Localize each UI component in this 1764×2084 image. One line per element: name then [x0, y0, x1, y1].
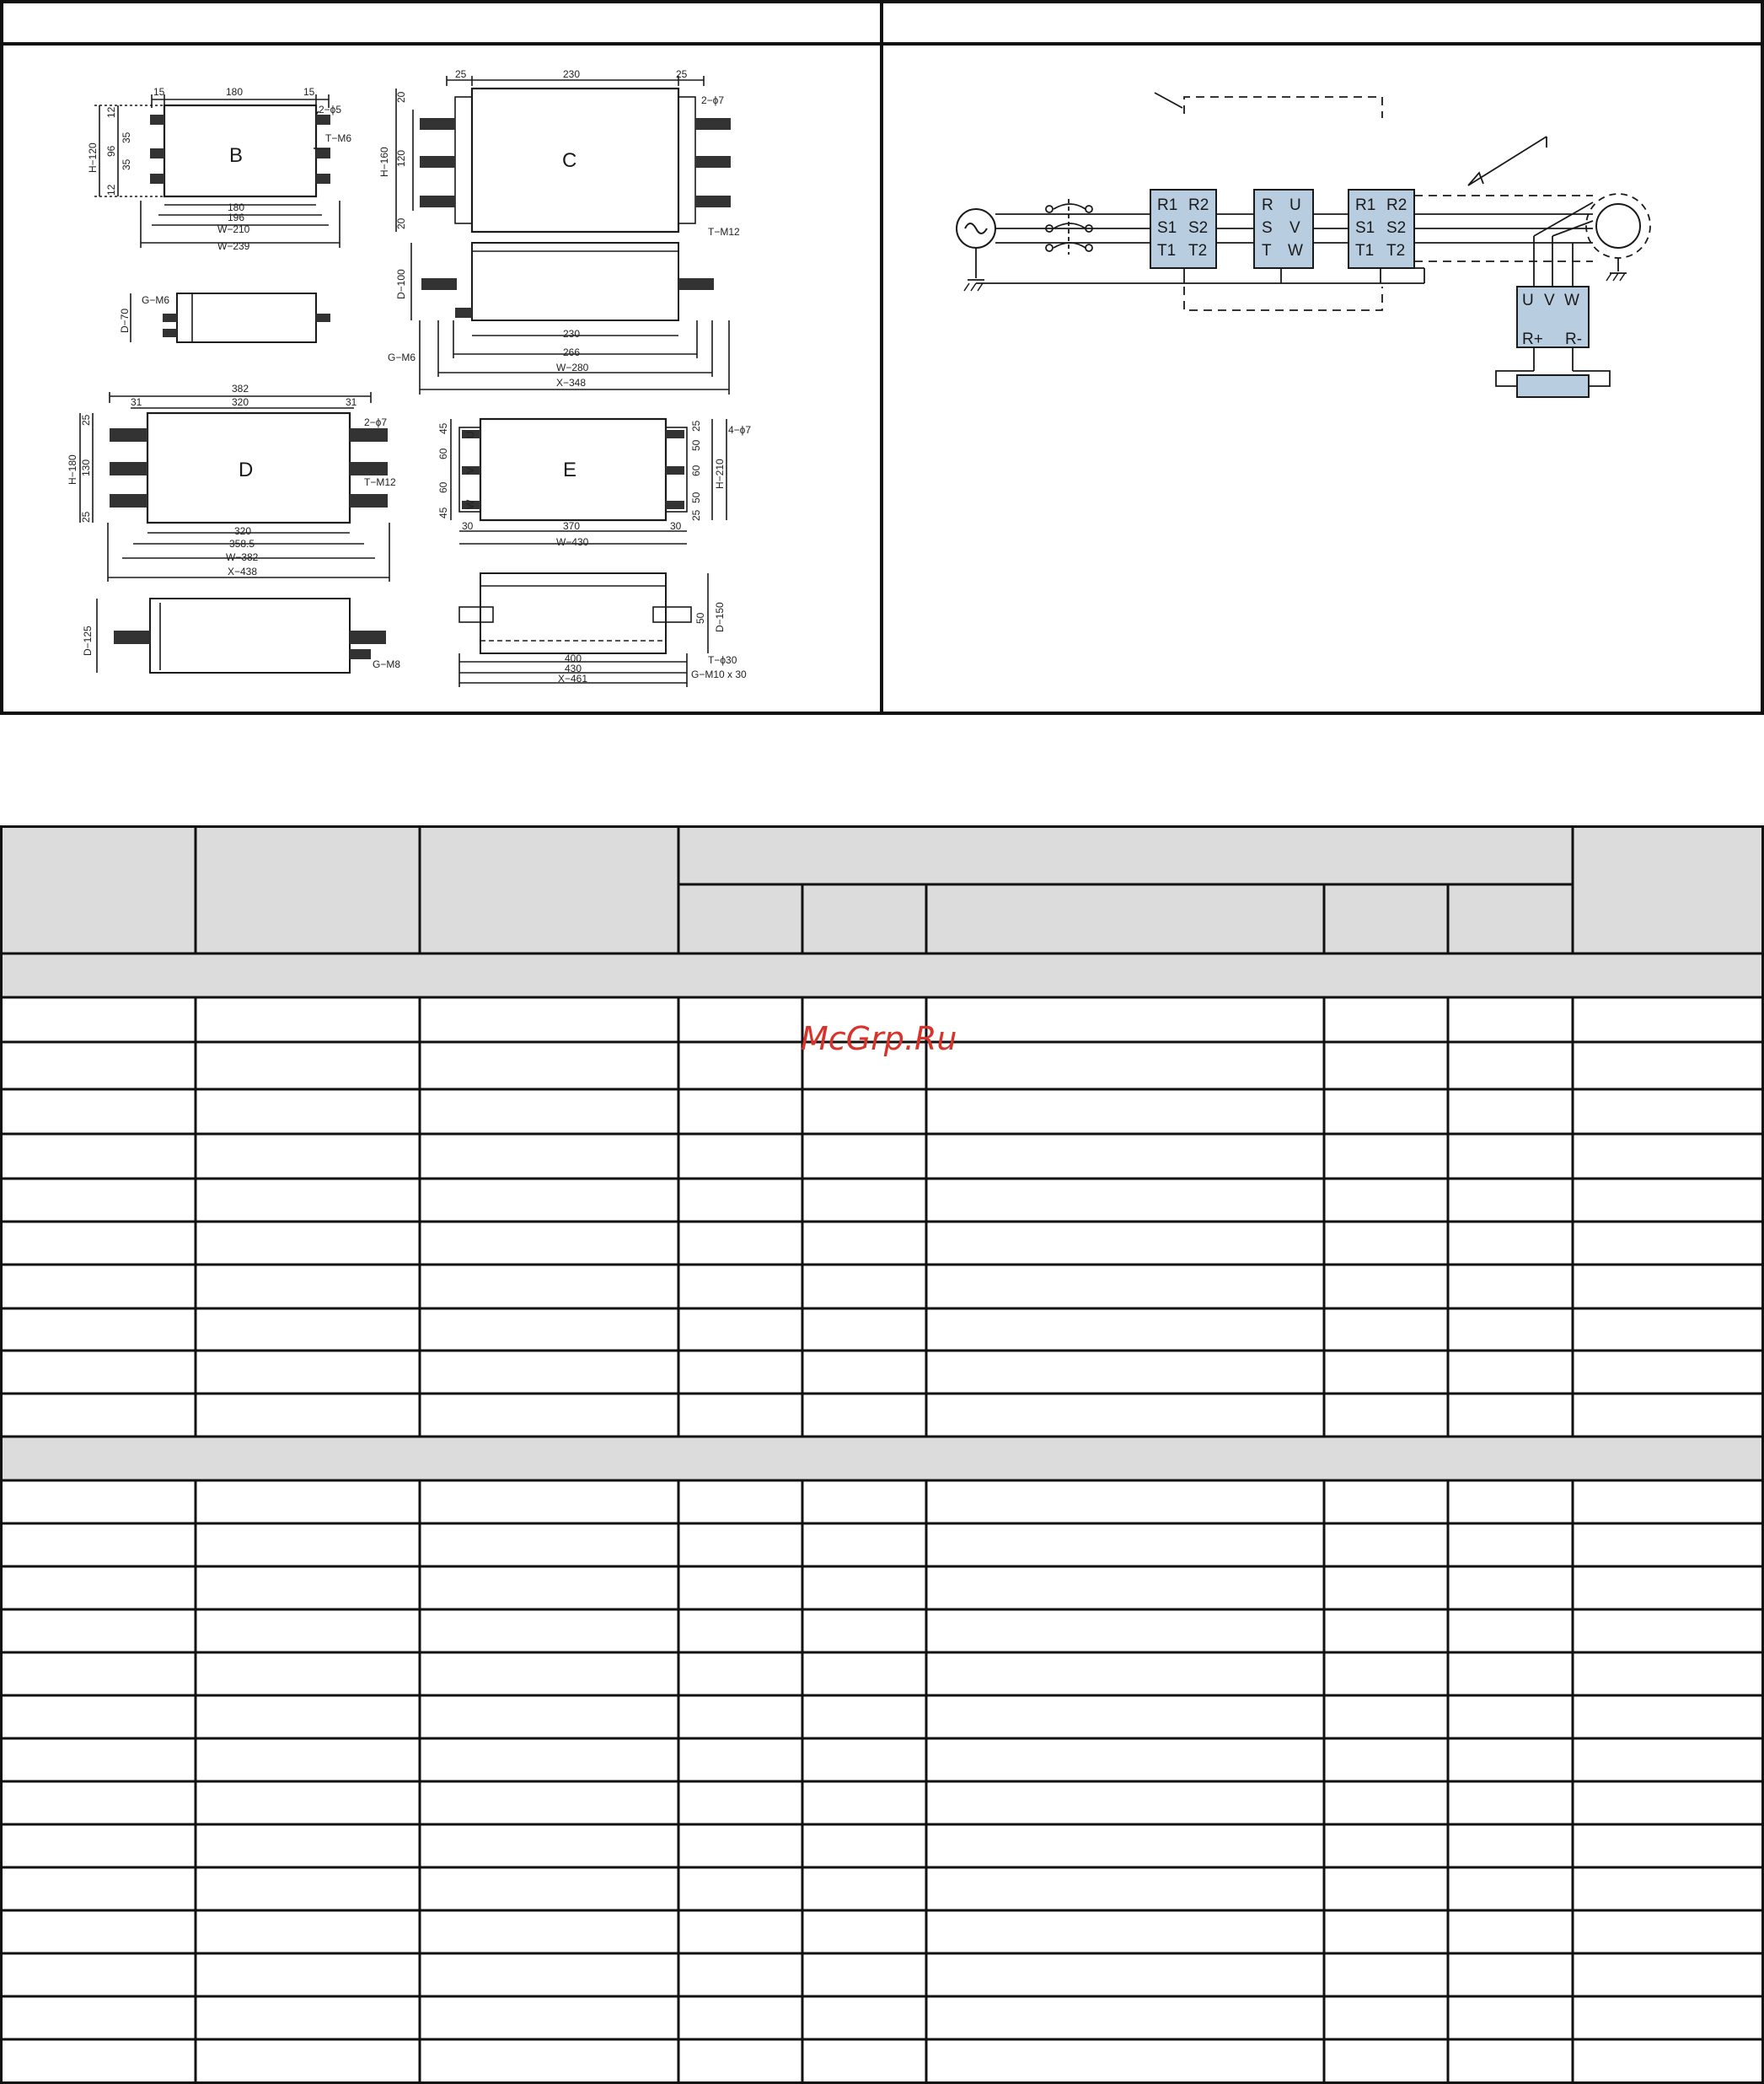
dim-b-w196: 196 [228, 212, 245, 223]
dim-d-depth: D−125 [82, 626, 94, 656]
filter-out-s1: S1 [1355, 219, 1375, 237]
motor-drive-rminus: R- [1565, 330, 1583, 348]
filter-in-r2: R2 [1188, 196, 1209, 214]
motor-drive-w: W [1564, 292, 1579, 309]
dim-e-b30b: 30 [670, 520, 682, 532]
dim-e-r50b: 50 [690, 491, 702, 503]
dim-e-b30a: 30 [462, 520, 474, 532]
model-label-e: E [563, 459, 577, 481]
dim-b-v35a: 35 [121, 132, 132, 143]
dim-e-b370: 370 [563, 520, 581, 532]
dim-e-depth: D−150 [714, 602, 726, 632]
dim-c-w280: W−280 [556, 362, 589, 373]
dim-e-l60a: 60 [437, 448, 449, 459]
dim-e-l45a: 45 [437, 422, 449, 434]
dim-e-w400: 400 [565, 653, 582, 664]
dim-c-top25a: 25 [455, 68, 467, 80]
dim-d-m320: 320 [232, 396, 249, 408]
dim-c-w266: 266 [563, 346, 581, 358]
dim-c-top230: 230 [563, 68, 581, 80]
inverter-w: W [1288, 242, 1303, 260]
dim-b-ground: G−M6 [142, 294, 170, 306]
dim-d-ground: G−M8 [373, 658, 401, 670]
dim-b-h120: H−120 [87, 142, 99, 173]
dim-d-h180: H−180 [67, 454, 78, 485]
dim-e-phase-v: V [464, 466, 476, 474]
dim-b-w239: W−239 [217, 240, 250, 252]
dim-c-top25b: 25 [676, 68, 688, 80]
dim-d-terminal: T−M12 [364, 476, 396, 488]
dim-e-r50a: 50 [690, 439, 702, 451]
dim-d-b358: 358.5 [229, 538, 255, 550]
dim-d-top382: 382 [232, 383, 249, 395]
filter-in-s1: S1 [1157, 219, 1177, 237]
model-label-c: C [562, 149, 577, 172]
inverter-u: U [1289, 196, 1301, 214]
model-label-b: B [229, 144, 244, 167]
inverter-s: S [1262, 219, 1273, 237]
dim-e-phase-u: U [464, 431, 476, 438]
dim-b-left15: 15 [153, 86, 165, 98]
dim-e-h210: H−210 [714, 459, 726, 489]
drawings-svg [0, 0, 1764, 715]
drawing-e-top [451, 419, 727, 544]
drawing-e-side [459, 573, 708, 687]
dim-d-r31: 31 [346, 396, 357, 408]
dim-e-r60: 60 [690, 465, 702, 476]
watermark-text: McGrp.Ru [801, 1020, 957, 1057]
dim-b-terminal: T−M6 [325, 132, 352, 144]
dim-e-l60b: 60 [437, 481, 449, 493]
dim-e-terminal: T−ϕ30 [708, 654, 737, 666]
dim-d-v130: 130 [80, 459, 92, 476]
dim-b-bottom180: 180 [228, 201, 245, 213]
filter-out-r2: R2 [1386, 196, 1407, 214]
dim-b-right15: 15 [303, 86, 315, 98]
dim-e-holes: 4−ϕ7 [728, 424, 752, 436]
dim-d-b320: 320 [234, 525, 252, 537]
dim-e-ground: G−M10 x 30 [691, 669, 747, 680]
dim-b-depth: D−70 [119, 308, 131, 333]
dim-c-depth: D−100 [395, 269, 407, 299]
dim-e-r25a: 25 [690, 420, 702, 432]
dim-e-phase-w: W [464, 499, 476, 509]
dim-e-l45b: 45 [437, 507, 449, 518]
dim-c-h160: H−160 [378, 147, 390, 177]
spec-table [0, 825, 1764, 2084]
dim-e-x461: X−461 [558, 673, 588, 685]
dim-b-v96: 96 [105, 145, 117, 157]
filter-in-s2: S2 [1188, 219, 1209, 237]
dim-c-terminal: T−M12 [708, 226, 740, 238]
filter-in-r1: R1 [1157, 196, 1178, 214]
filter-in-t1: T1 [1157, 242, 1177, 260]
filter-out-t1: T1 [1355, 242, 1375, 260]
dim-c-v120: 120 [395, 149, 407, 167]
dim-d-v25b: 25 [80, 511, 92, 523]
model-label-d: D [239, 459, 254, 481]
dim-e-w430: W−430 [556, 536, 589, 548]
motor-drive-v: V [1544, 292, 1555, 309]
dim-b-w210: W−210 [217, 223, 250, 235]
motor-drive-rplus: R+ [1522, 330, 1543, 348]
dim-c-ground: G−M6 [388, 352, 416, 363]
filter-out-s2: S2 [1386, 219, 1407, 237]
dim-b-holes: 2−ϕ5 [319, 104, 342, 115]
dim-b-v12b: 12 [105, 184, 117, 196]
drawing-d-side [97, 599, 386, 673]
dim-b-v35b: 35 [121, 158, 132, 170]
dim-c-v20b: 20 [395, 218, 407, 229]
inverter-v: V [1289, 219, 1300, 237]
motor-drive-u: U [1522, 292, 1534, 309]
dim-e-w430-side: 430 [565, 663, 582, 674]
dim-c-v20a: 20 [395, 91, 407, 103]
dim-e-d50: 50 [694, 612, 706, 624]
dim-c-holes: 2−ϕ7 [701, 94, 725, 106]
dim-d-l31: 31 [131, 396, 142, 408]
dim-d-holes: 2−ϕ7 [364, 416, 388, 428]
dim-d-x438: X−438 [228, 566, 258, 577]
inverter-t: T [1262, 242, 1272, 260]
dim-c-x348: X−348 [556, 377, 587, 389]
filter-out-t2: T2 [1386, 242, 1406, 260]
dim-e-r25b: 25 [690, 509, 702, 521]
dim-d-v25a: 25 [80, 414, 92, 426]
dim-c-w230: 230 [563, 328, 581, 340]
filter-in-t2: T2 [1188, 242, 1208, 260]
brake-resistor-box [1517, 375, 1589, 397]
dim-d-w382: W−382 [226, 551, 259, 563]
inverter-r: R [1262, 196, 1273, 214]
filter-out-r1: R1 [1355, 196, 1376, 214]
dim-b-v12a: 12 [105, 106, 117, 118]
dim-b-w180: 180 [226, 86, 244, 98]
